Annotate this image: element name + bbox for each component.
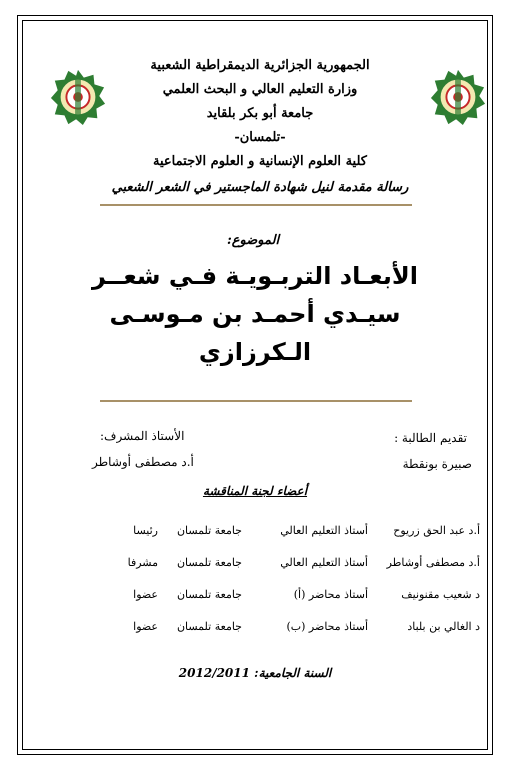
university-emblem-left-icon xyxy=(49,68,107,126)
jury-row xyxy=(60,620,480,640)
thesis-heading: رسالة مقدمة لنيل شهادة الماجستير في الشعر الشعبي xyxy=(111,180,409,195)
jury-member-name: أ.د مصطفى أوشاطر xyxy=(386,556,480,569)
jury-title: أعضاء لجنة المناقشة xyxy=(202,484,308,498)
jury-row xyxy=(60,556,480,576)
page-frame xyxy=(17,15,493,755)
jury-member-rank: أستاذ محاضر (ب) xyxy=(286,620,368,633)
jury-member-university: جامعة تلمسان xyxy=(176,556,242,569)
jury-member-university: جامعة تلمسان xyxy=(176,620,242,633)
jury-member-rank: أستاذ التعليم العالي xyxy=(280,524,368,537)
student-label: تقديم الطالبة : xyxy=(394,431,467,445)
academic-year xyxy=(150,666,360,680)
jury-member-university: جامعة تلمسان xyxy=(176,524,242,537)
academic-year-value: 2012/2011 xyxy=(178,666,250,680)
jury-member-rank: أستاذ محاضر (أ) xyxy=(293,588,368,601)
jury-row xyxy=(60,588,480,608)
top-divider xyxy=(100,204,412,206)
supervisor-label: الأستاذ المشرف: xyxy=(100,429,185,443)
jury-member-role: مشرفا xyxy=(127,556,158,569)
jury-member-role: عضوا xyxy=(133,588,158,601)
jury-member-role: رئيسا xyxy=(133,524,158,537)
jury-member-name: د الغالي بن بلباد xyxy=(407,620,480,633)
faculty-heading: كلية العلوم الإنسانية و العلوم الاجتماعية xyxy=(153,154,367,169)
jury-member-name: د شعيب مقنونيف xyxy=(401,588,480,601)
student-name: صبيرة بونقطة xyxy=(402,457,472,471)
jury-member-name: أ.د عبد الحق زريوح xyxy=(393,524,480,537)
title-line-1: الأبعـاد التربـويـة فـي شعــر xyxy=(92,262,418,290)
jury-row xyxy=(60,524,480,544)
jury-member-rank: أستاذ التعليم العالي xyxy=(280,556,368,569)
subject-label: الموضوع: xyxy=(226,233,280,248)
university-heading: جامعة أبو بكر بلقايد xyxy=(206,106,314,121)
ministry-heading: وزارة التعليم العالي و البحث العلمي xyxy=(162,82,358,97)
university-emblem-right-icon xyxy=(429,68,487,126)
city-heading: -تلمسان- xyxy=(234,130,286,145)
jury-member-role: عضوا xyxy=(133,620,158,633)
jury-member-university: جامعة تلمسان xyxy=(176,588,242,601)
title-line-3: الـكرزازي xyxy=(198,338,312,366)
academic-year-label: السنة الجامعية: xyxy=(254,666,332,680)
republic-heading: الجمهورية الجزائرية الديمقراطية الشعبية xyxy=(150,58,370,73)
bottom-divider xyxy=(100,400,412,402)
supervisor-name: أ.د مصطفى أوشاطر xyxy=(92,455,194,469)
title-line-2: سيـدي أحمـد بن مـوسـى xyxy=(109,300,401,328)
